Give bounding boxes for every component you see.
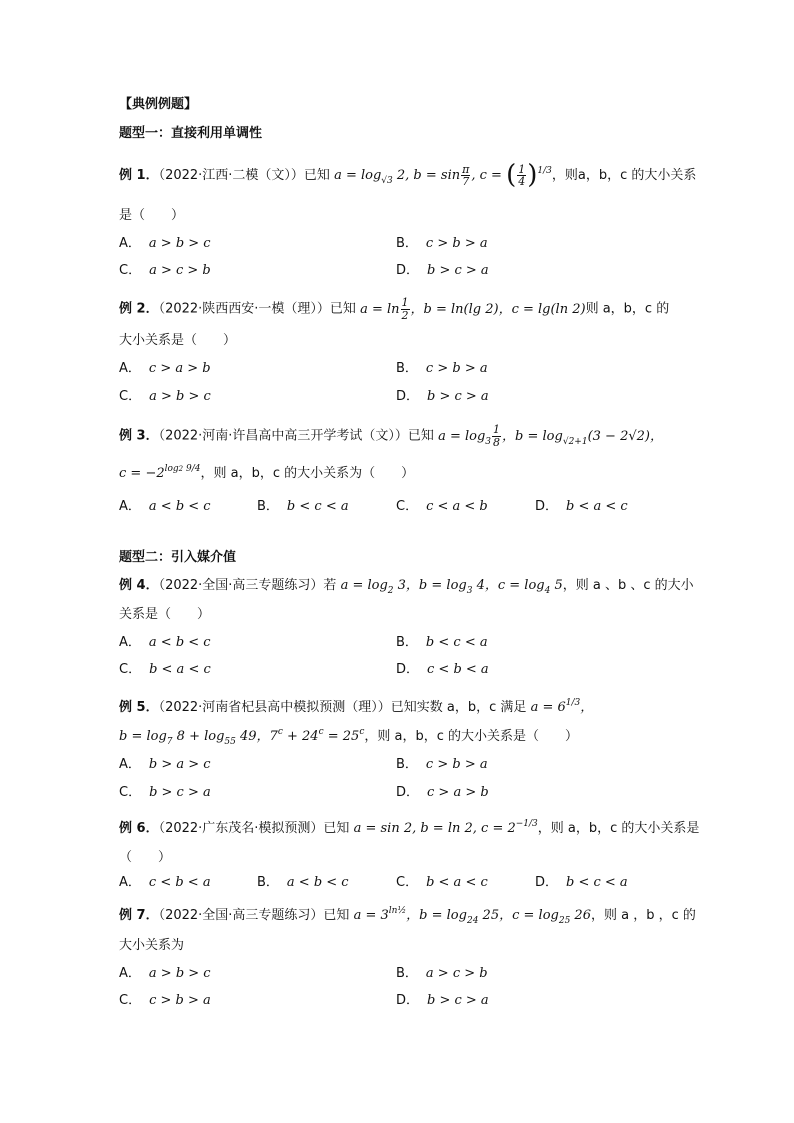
type2-title: 题型二：引入媒介值 xyxy=(119,550,237,565)
example-6-continuation: （ ） xyxy=(119,850,172,865)
example-6-number: 例 6． xyxy=(119,821,159,836)
example-6-option-c[interactable]: C． b < a < c xyxy=(396,875,488,890)
example-6-option-d[interactable]: D． b < c < a xyxy=(535,875,628,890)
example-4-number: 例 4． xyxy=(119,578,159,593)
example-3-option-c[interactable]: C． c < a < b xyxy=(396,499,488,514)
section-header: 【典例例题】 xyxy=(119,97,198,112)
example-2-source: （2022·陕西西安·一模（理））已知 xyxy=(158,301,356,317)
example-2-option-c[interactable]: C． a > b > c xyxy=(119,389,211,404)
example-4-line xyxy=(119,578,694,597)
example-4-option-c[interactable]: C． b < a < c xyxy=(119,662,211,677)
example-4-continuation: 关系是（ ） xyxy=(119,607,211,622)
example-3-ask: ，则 a，b，c 的大小关系为（ ） xyxy=(200,466,415,481)
example-1-number: 例 1． xyxy=(119,168,159,184)
example-6-ask: ，则 a，b，c 的大小关系是 xyxy=(537,821,700,836)
example-6-line xyxy=(119,819,699,837)
example-5-line xyxy=(119,698,593,716)
example-4-ask: ，则 a 、b 、c 的大小 xyxy=(562,578,694,593)
example-2-number: 例 2． xyxy=(119,301,159,317)
example-1-formula: $a = \log_{√3} 2$, b = sin $\frac{\pi}{7}$ , c = ( $\frac{1}{4}$ )$^{1/3}$ xyxy=(334,160,552,190)
example-1-ask: ，则 xyxy=(551,168,578,184)
example-7-source: （2022·全国·高三专题练习）已知 xyxy=(158,908,350,923)
example-6-formula: a = sin 2, b = ln 2, $c = 2^{-1/3}$ xyxy=(353,819,538,836)
example-3-option-b[interactable]: B． b < c < a xyxy=(257,499,349,514)
example-6-option-a[interactable]: A． c < b < a xyxy=(119,875,211,890)
example-5-option-b[interactable]: B． c > b > a xyxy=(396,757,488,772)
example-2-option-d[interactable]: D． b > c > a xyxy=(396,389,489,404)
example-4-option-a[interactable]: A． a < b < c xyxy=(119,635,211,650)
example-5-option-a[interactable]: A． b > a > c xyxy=(119,757,211,772)
example-6-option-b[interactable]: B． a < b < c xyxy=(257,875,349,890)
example-1-option-c[interactable]: C． a > c > b xyxy=(119,263,211,278)
example-1-option-a[interactable]: A． a > b > c xyxy=(119,236,211,251)
example-2-option-a[interactable]: A． c > a > b xyxy=(119,361,211,376)
example-3-source: （2022·河南·许昌高中高三开学考试（文））已知 xyxy=(158,428,434,444)
example-5-formula-a: $a = 6^{1/3}$， xyxy=(530,698,594,715)
example-1-line: 例 1．（2022·江西·二模（文））已知 $a = \log_{√3} 2$, b = sin $\frac{\pi}{7}$ , c = ( $\frac{1}{4}$ )$^{1/3}$，则a，b，c 的大小关系 xyxy=(119,160,697,190)
example-7-continuation: 大小关系为 xyxy=(119,938,185,953)
type1-title: 题型一：直接利用单调性 xyxy=(119,126,263,141)
example-2-option-b[interactable]: B． c > b > a xyxy=(396,361,488,376)
example-1-source: （2022·江西·二模（文））已知 xyxy=(158,168,330,184)
example-7-option-c[interactable]: C． c > b > a xyxy=(119,993,211,1008)
example-5-source: （2022·河南省杞县高中模拟预测（理））已知实数 a，b，c 满足 xyxy=(158,700,527,715)
example-7-number: 例 7． xyxy=(119,908,159,923)
example-2-line xyxy=(119,297,669,321)
example-4-option-b[interactable]: B． b < c < a xyxy=(396,635,488,650)
example-4-option-d[interactable]: D． c < b < a xyxy=(396,662,489,677)
example-1-option-b[interactable]: B． c > b > a xyxy=(396,236,488,251)
example-3-line-2 xyxy=(119,464,414,482)
example-7-option-b[interactable]: B． a > c > b xyxy=(396,966,488,981)
example-6-source: （2022·广东茂名·模拟预测）已知 xyxy=(158,821,350,836)
example-1-option-d[interactable]: D． b > c > a xyxy=(396,263,489,278)
example-4-source: （2022·全国·高三专题练习）若 xyxy=(158,578,337,593)
example-5-ask: ，则 a，b，c 的大小关系是（ ） xyxy=(364,729,578,744)
example-4-formula: $a = \log_2 3$，$b = \log_3 4$，$c = \log_4 5$ xyxy=(340,578,563,596)
example-5-option-d[interactable]: D． c > a > b xyxy=(396,785,489,800)
example-7-option-a[interactable]: A． a > b > c xyxy=(119,966,211,981)
example-7-formula: $a = 3^{ln\frac{1}{2}}$，$b = \log_{24} 25$，$c = \log_{25} 26$ xyxy=(353,906,591,926)
example-3-formula-ab: $a = \log_3$ $\frac{1}{8}$ ，$b = \log_{√2+1}(3 - 2√2)$， xyxy=(438,423,663,449)
example-3-option-d[interactable]: D． b < a < c xyxy=(535,499,628,514)
example-3-formula-c: $c = -2^{log2 9/4}$ xyxy=(119,464,201,481)
example-5-option-c[interactable]: C． b > c > a xyxy=(119,785,211,800)
example-5-formula-bc: $b = \log_7 8 + \log_{55} 49$，$7^c + 24^c = 25^c$ xyxy=(119,727,365,747)
example-2-continuation: 大小关系是（ ） xyxy=(119,333,237,348)
example-2-formula: a = ln $\frac{1}{2}$ ，b = ln(lg 2)，c = lg(ln 2) xyxy=(360,296,586,322)
example-3-option-a[interactable]: A． a < b < c xyxy=(119,499,211,514)
example-3-number: 例 3． xyxy=(119,428,159,444)
example-5-number: 例 5． xyxy=(119,700,159,715)
example-7-line xyxy=(119,906,696,927)
example-5-line-2 xyxy=(119,727,578,748)
example-7-ask: ，则 a ，b ，c 的 xyxy=(590,908,696,923)
example-2-ask: 则 a，b，c 的 xyxy=(585,301,670,317)
example-7-option-d[interactable]: D． b > c > a xyxy=(396,993,489,1008)
example-1-continuation: 是（ ） xyxy=(119,208,185,223)
example-3-line xyxy=(119,424,663,448)
